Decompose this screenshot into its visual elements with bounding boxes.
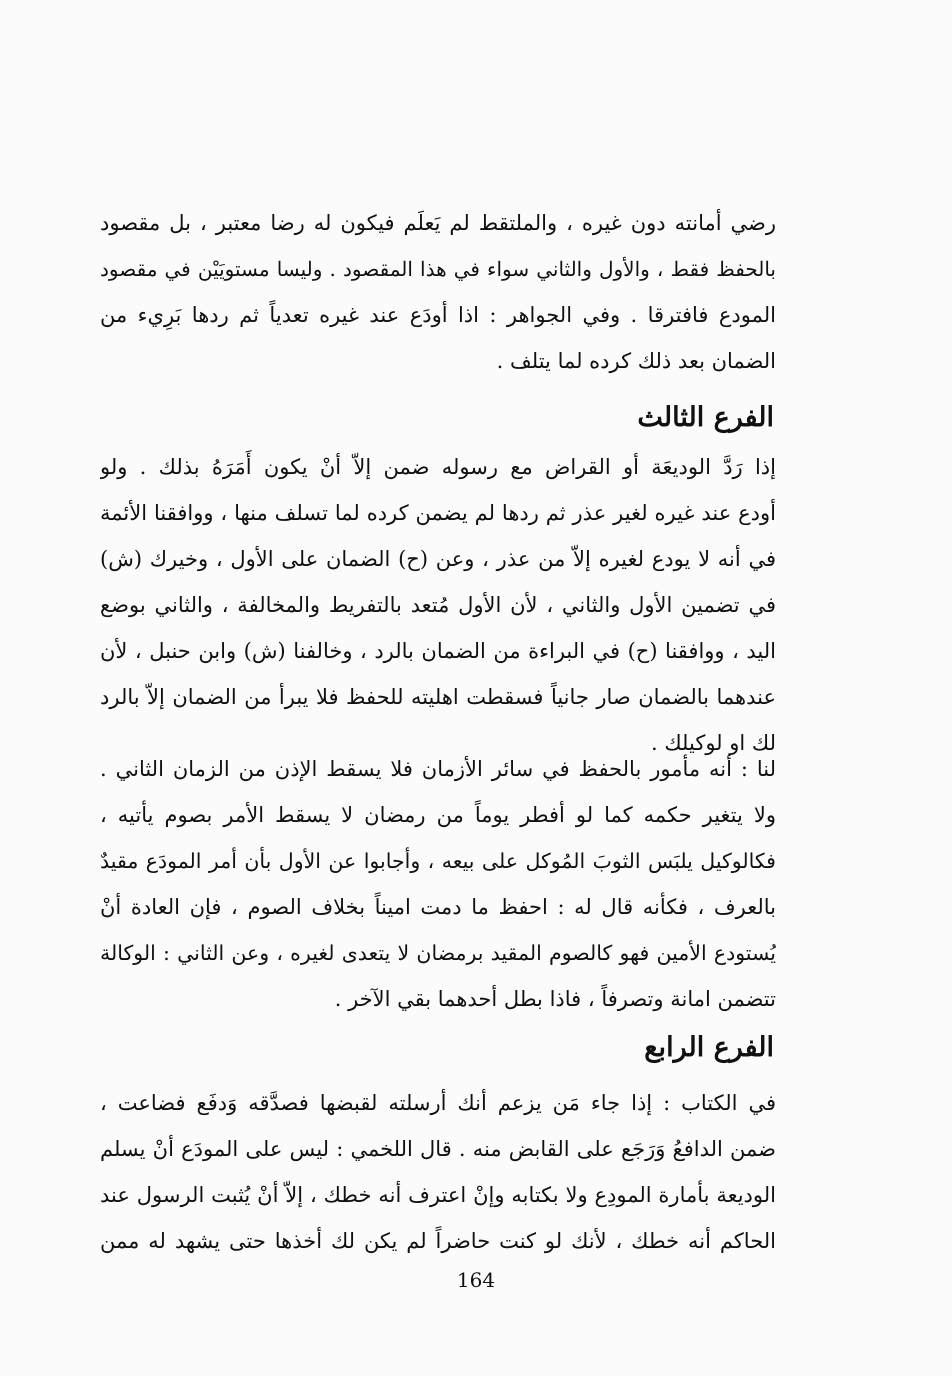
text-line: عندهما بالضمان صار جانياً فسقطت اهليته للحفظ فلا يبرأ من الضمان إلاّ بالرد bbox=[100, 685, 776, 709]
text-line: في أنه لا يودع لغيره إلاّ من عذر ، وعن (ح) الضمان على الأول ، وخيرك (ش) bbox=[100, 547, 776, 571]
text-line: إذا رَدَّ الوديعَة أو القراض مع رسوله ضمن إلاّ أنْ يكون أَمَرَهُ بذلك . ولو bbox=[100, 455, 776, 479]
page-number: 164 bbox=[456, 1268, 496, 1292]
text-line: في تضمين الأول والثاني ، لأن الأول مُتعد بالتفريط والمخالفة ، والثاني بوضع bbox=[100, 593, 776, 617]
text-line: ضمن الدافعُ وَرَجَع على القابض منه . قال اللخمي : ليس على المودَع أنْ يسلم bbox=[100, 1137, 776, 1161]
text-line: في الكتاب : إذا جاء مَن يزعم أنك أرسلته لقبضها فصدَّقه وَدفَع فضاعت ، bbox=[100, 1091, 776, 1115]
intro-paragraph bbox=[100, 200, 776, 384]
section-heading-third: الفرع الثالث bbox=[637, 402, 774, 433]
text-line: الحاكم أنه خطك ، لأنك لو كنت حاضراً لم يكن لك أخذها حتى يشهد له ممن bbox=[100, 1229, 776, 1253]
text-line: لك او لوكيلك . bbox=[650, 731, 776, 755]
text-line: فكالوكيل يلبَس الثوبَ المُوكل على بيعه ، وأجابوا عن الأول بأن أمر المودَع مقيدٌ bbox=[100, 849, 776, 873]
text-line: ولا يتغير حكمه كما لو أفطر يوماً من رمضان لا يسقط الأمر بصوم يأتيه ، bbox=[100, 803, 776, 827]
section-heading-fourth: الفرع الرابع bbox=[644, 1032, 774, 1063]
argument-paragraph bbox=[100, 746, 776, 1022]
text-line: رضي أمانته دون غيره ، والملتقط لم يَعلَم فيكون له رضا معتبر ، بل مقصود bbox=[100, 211, 776, 235]
text-line: اليد ، ووافقنا (ح) في البراءة من الضمان بالرد ، وخالفنا (ش) وابن حنبل ، لأن bbox=[100, 639, 776, 663]
fourth-branch-paragraph bbox=[100, 1080, 776, 1264]
text-line: الوديعة بأمارة المودِع ولا بكتابه وإنْ اعترف أنه خطك ، إلاّ أنْ يُثبت الرسول عند bbox=[100, 1183, 776, 1207]
text-line: تتضمن امانة وتصرفاً ، فاذا بطل أحدهما بقي الآخر . bbox=[334, 987, 776, 1011]
text-line: أودع عند غيره لغير عذر ثم ردها لم يضمن كرده لما تسلف منها ، ووافقنا الأئمة bbox=[100, 501, 776, 525]
text-line: يُستودع الأمين فهو كالصوم المقيد برمضان لا يتعدى لغيره ، وعن الثاني : الوكالة bbox=[100, 941, 776, 965]
text-line: بالحفظ فقط ، والأول والثاني سواء في هذا المقصود . وليسا مستويَيْن في مقصود bbox=[100, 257, 776, 281]
third-branch-paragraph bbox=[100, 444, 776, 766]
text-line: بالعرف ، فكأنه قال له : احفظ ما دمت اميناً بخلاف الصوم ، فإن العادة أنْ bbox=[100, 895, 776, 919]
text-line: المودع فافترقا . وفي الجواهر : اذا أودَع عند غيره تعدياً ثم ردها بَرِيء من bbox=[100, 303, 776, 327]
text-line: الضمان بعد ذلك كرده لما يتلف . bbox=[496, 349, 776, 373]
text-line: لنا : أنه مأمور بالحفظ في سائر الأزمان فلا يسقط الإذن من الزمان الثاني . bbox=[100, 757, 776, 781]
